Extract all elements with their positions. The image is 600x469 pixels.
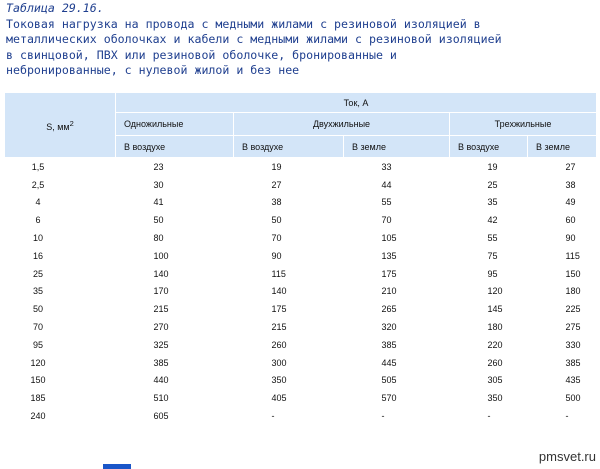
current-value-cell: 350 [271,375,287,386]
cross-section-header-sup: 2 [69,118,74,128]
current-value-cell: 210 [381,286,397,297]
current-value-cell: 60 [565,215,576,226]
current-value-cell: 80 [153,233,164,244]
current-value-cell: 90 [271,250,282,261]
current-value-cell: 265 [381,304,397,315]
current-value-cell: 75 [487,250,498,261]
current-value-cell: 605 [153,411,169,422]
current-value-cell: 100 [153,250,169,261]
current-value-cell: 275 [565,322,581,333]
blue-strip [103,464,131,469]
current-value-cell: 70 [271,233,282,244]
current-value-cell: 225 [565,304,581,315]
cross-section-cell: 16 [32,250,43,261]
current-value-cell: 27 [565,161,576,172]
current-value-cell: 220 [487,339,503,350]
current-value-cell: 19 [487,161,498,172]
table-row [5,318,597,336]
current-value-cell: 145 [487,304,503,315]
current-value-cell: 55 [487,233,498,244]
current-value-cell: 38 [271,197,282,208]
current-value-cell: 140 [271,286,287,297]
current-value-cell: 320 [381,322,397,333]
current-value-cell: 115 [271,268,286,279]
current-value-cell: 50 [153,215,164,226]
current-value-cell: - [565,411,569,422]
cross-section-cell: 120 [30,357,46,368]
group-three-core: Трехжильные [450,113,597,136]
cross-section-cell: 1,5 [31,161,45,172]
table-row [5,300,597,318]
subheader-in-air: В воздухе [450,136,528,158]
cross-section-cell: 6 [35,215,41,226]
table-row [5,283,597,301]
table-body [5,158,597,425]
current-value-cell: 405 [271,393,287,404]
current-value-cell: 570 [381,393,397,404]
cross-section-cell: 150 [30,375,46,386]
current-value-cell: 445 [381,357,397,368]
table-row [5,229,597,247]
current-value-cell: 70 [381,215,392,226]
cross-section-cell: 95 [32,339,43,350]
current-value-cell: 115 [565,250,580,261]
subheader-in-ground: В земле [344,136,450,158]
current-value-cell: 49 [565,197,576,208]
caption-line: Токовая нагрузка на провода с медными жилами с резиновой изоляцией в [6,16,481,31]
current-value-cell: 55 [381,197,392,208]
current-value-cell: 140 [153,268,169,279]
current-load-table [4,92,597,425]
current-value-cell: - [487,411,491,422]
current-value-cell: 175 [381,268,397,279]
subheader-in-air: В воздухе [116,136,234,158]
current-value-cell: 30 [153,179,164,190]
table-row [5,265,597,283]
current-value-cell: 350 [487,393,503,404]
site-watermark: pmsvet.ru [538,449,596,464]
current-value-cell: 41 [153,197,164,208]
current-value-cell: 50 [271,215,282,226]
current-value-cell: 23 [153,161,164,172]
current-value-cell: 90 [565,233,576,244]
table-row [5,336,597,354]
current-value-cell: 215 [153,304,169,315]
current-value-cell: 385 [153,357,169,368]
current-value-cell: - [381,411,385,422]
caption-line: металлических оболочках и кабели с медными жилами с резиновой изоляцией [6,32,502,47]
current-header: Ток, А [116,93,597,113]
current-value-cell: 325 [153,339,169,350]
group-two-core: Двухжильные [234,113,450,136]
current-value-cell: 25 [487,179,498,190]
current-value-cell: 440 [153,375,169,386]
table-row [5,247,597,265]
cross-section-cell: 25 [32,268,43,279]
current-value-cell: 27 [271,179,282,190]
current-value-cell: 180 [487,322,503,333]
current-value-cell: 215 [271,322,287,333]
current-value-cell: 19 [271,161,282,172]
table-row [5,211,597,229]
cross-section-cell: 50 [32,304,43,315]
table-row [5,372,597,390]
current-value-cell: 150 [565,268,581,279]
group-single-core: Одножильные [116,113,234,136]
current-value-cell: 330 [565,339,581,350]
cross-section-cell: 10 [32,233,43,244]
current-value-cell: 33 [381,161,392,172]
current-value-cell: 44 [381,179,392,190]
current-value-cell: 270 [153,322,169,333]
caption-title: Таблица 29.16. [6,1,104,15]
current-value-cell: 305 [487,375,503,386]
table-row [5,158,597,176]
cross-section-header [5,93,116,158]
current-value-cell: 175 [271,304,287,315]
subheader-in-ground: В земле [528,136,597,158]
current-value-cell: 260 [487,357,503,368]
cross-section-cell: 185 [30,393,46,404]
current-value-cell: 385 [565,357,581,368]
table-row [5,176,597,194]
table-caption [6,1,598,79]
current-value-cell: 35 [487,197,498,208]
current-value-cell: - [271,411,275,422]
cross-section-header-text: S, мм [46,121,70,132]
current-value-cell: 435 [565,375,581,386]
table-row [5,354,597,372]
current-value-cell: 170 [153,286,169,297]
table-row [5,389,597,407]
cross-section-cell: 2,5 [31,179,45,190]
subheader-in-air: В воздухе [234,136,344,158]
cross-section-cell: 240 [30,411,46,422]
current-value-cell: 135 [381,250,397,261]
table-row [5,194,597,212]
current-value-cell: 180 [565,286,581,297]
cross-section-cell: 4 [35,197,41,208]
current-value-cell: 42 [487,215,498,226]
current-value-cell: 505 [381,375,397,386]
caption-line: небронированные, с нулевой жилой и без нее [6,63,300,78]
current-value-cell: 385 [381,339,397,350]
cross-section-cell: 35 [32,286,43,297]
current-value-cell: 105 [381,233,397,244]
current-value-cell: 95 [487,268,498,279]
current-value-cell: 120 [487,286,503,297]
caption-line: в свинцовой, ПВХ или резиновой оболочке, бронированные и [6,47,397,62]
current-value-cell: 510 [153,393,169,404]
cross-section-cell: 70 [32,322,43,333]
current-value-cell: 300 [271,357,287,368]
current-value-cell: 38 [565,179,576,190]
current-value-cell: 260 [271,339,287,350]
table-row [5,407,597,425]
current-value-cell: 500 [565,393,581,404]
